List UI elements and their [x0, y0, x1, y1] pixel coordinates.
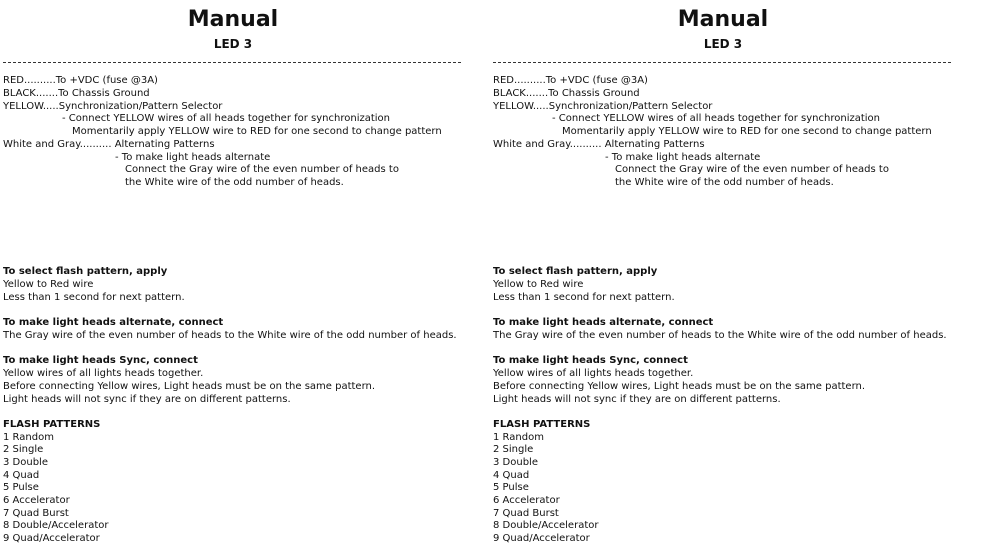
- alternate-heading: To make light heads alternate, connect: [3, 317, 224, 328]
- wiring-line-white-note: the White wire of the odd number of heads.: [125, 177, 344, 188]
- select-line: Yellow to Red wire: [3, 279, 94, 290]
- pattern-item: 4 Quad: [3, 470, 40, 481]
- alternate-line: The Gray wire of the even number of heads to the White wire of the odd number of heads.: [493, 330, 947, 341]
- wiring-line-pattern-note: Momentarily apply YELLOW wire to RED for one second to change pattern: [562, 126, 932, 137]
- sync-line: Yellow wires of all lights heads together.: [3, 368, 204, 379]
- pattern-item: 8 Double/Accelerator: [3, 520, 109, 531]
- wiring-line-white-note: the White wire of the odd number of heads.: [615, 177, 834, 188]
- pattern-item: 3 Double: [493, 457, 538, 468]
- sync-line: Before connecting Yellow wires, Light heads must be on the same pattern.: [3, 381, 376, 392]
- wiring-line-black: BLACK.......To Chassis Ground: [3, 88, 150, 99]
- patterns-heading: FLASH PATTERNS: [493, 419, 591, 430]
- sync-line: Light heads will not sync if they are on different patterns.: [493, 394, 781, 405]
- wiring-line-red: RED..........To +VDC (fuse @3A): [3, 75, 158, 86]
- pattern-item: 3 Double: [3, 457, 48, 468]
- wiring-line-yellow: YELLOW.....Synchronization/Pattern Selector: [3, 101, 223, 112]
- wiring-line-sync-note: - Connect YELLOW wires of all heads together for synchronization: [62, 113, 391, 124]
- pattern-item: 5 Pulse: [493, 482, 529, 493]
- pattern-item: 7 Quad Burst: [3, 508, 69, 519]
- wiring-line-black: BLACK.......To Chassis Ground: [493, 88, 640, 99]
- manual-panel-left: [3, 0, 463, 546]
- manual-title: Manual: [677, 7, 769, 32]
- wiring-line-pattern-note: Momentarily apply YELLOW wire to RED for one second to change pattern: [72, 126, 442, 137]
- pattern-item: 1 Random: [493, 432, 544, 443]
- pattern-item: 9 Quad/Accelerator: [3, 533, 100, 544]
- select-heading: To select flash pattern, apply: [493, 266, 658, 277]
- sync-line: Light heads will not sync if they are on different patterns.: [3, 394, 291, 405]
- manual-subtitle: LED 3: [703, 37, 743, 51]
- pattern-item: 7 Quad Burst: [493, 508, 559, 519]
- sync-heading: To make light heads Sync, connect: [493, 355, 688, 366]
- select-line: Less than 1 second for next pattern.: [493, 292, 675, 303]
- pattern-item: 5 Pulse: [3, 482, 39, 493]
- wiring-line-white-gray: White and Gray.......... Alternating Patterns: [3, 139, 215, 150]
- wiring-line-gray-note: Connect the Gray wire of the even number of heads to: [125, 164, 399, 175]
- alternate-heading: To make light heads alternate, connect: [493, 317, 714, 328]
- patterns-heading: FLASH PATTERNS: [3, 419, 101, 430]
- pattern-item: 6 Accelerator: [493, 495, 560, 506]
- sync-line: Before connecting Yellow wires, Light heads must be on the same pattern.: [493, 381, 866, 392]
- manual-subtitle: LED 3: [213, 37, 253, 51]
- manual-panel-right: [493, 0, 953, 546]
- wiring-line-yellow: YELLOW.....Synchronization/Pattern Selector: [493, 101, 713, 112]
- manual-title: Manual: [187, 7, 279, 32]
- pattern-item: 1 Random: [3, 432, 54, 443]
- pattern-item: 4 Quad: [493, 470, 530, 481]
- select-line: Yellow to Red wire: [493, 279, 584, 290]
- alternate-line: The Gray wire of the even number of heads to the White wire of the odd number of heads.: [3, 330, 457, 341]
- pattern-item: 2 Single: [493, 444, 534, 455]
- wiring-line-sync-note: - Connect YELLOW wires of all heads together for synchronization: [552, 113, 881, 124]
- select-line: Less than 1 second for next pattern.: [3, 292, 185, 303]
- dashed-divider: [493, 62, 951, 63]
- wiring-line-gray-note: Connect the Gray wire of the even number of heads to: [615, 164, 889, 175]
- sync-line: Yellow wires of all lights heads together.: [493, 368, 694, 379]
- pattern-item: 2 Single: [3, 444, 44, 455]
- sync-heading: To make light heads Sync, connect: [3, 355, 198, 366]
- select-heading: To select flash pattern, apply: [3, 266, 168, 277]
- pattern-item: 9 Quad/Accelerator: [493, 533, 590, 544]
- wiring-line-white-gray: White and Gray.......... Alternating Patterns: [493, 139, 705, 150]
- wiring-line-alternate-note: - To make light heads alternate: [605, 152, 761, 163]
- wiring-line-alternate-note: - To make light heads alternate: [115, 152, 271, 163]
- dashed-divider: [3, 62, 461, 63]
- pattern-item: 8 Double/Accelerator: [493, 520, 599, 531]
- pattern-item: 6 Accelerator: [3, 495, 70, 506]
- wiring-line-red: RED..........To +VDC (fuse @3A): [493, 75, 648, 86]
